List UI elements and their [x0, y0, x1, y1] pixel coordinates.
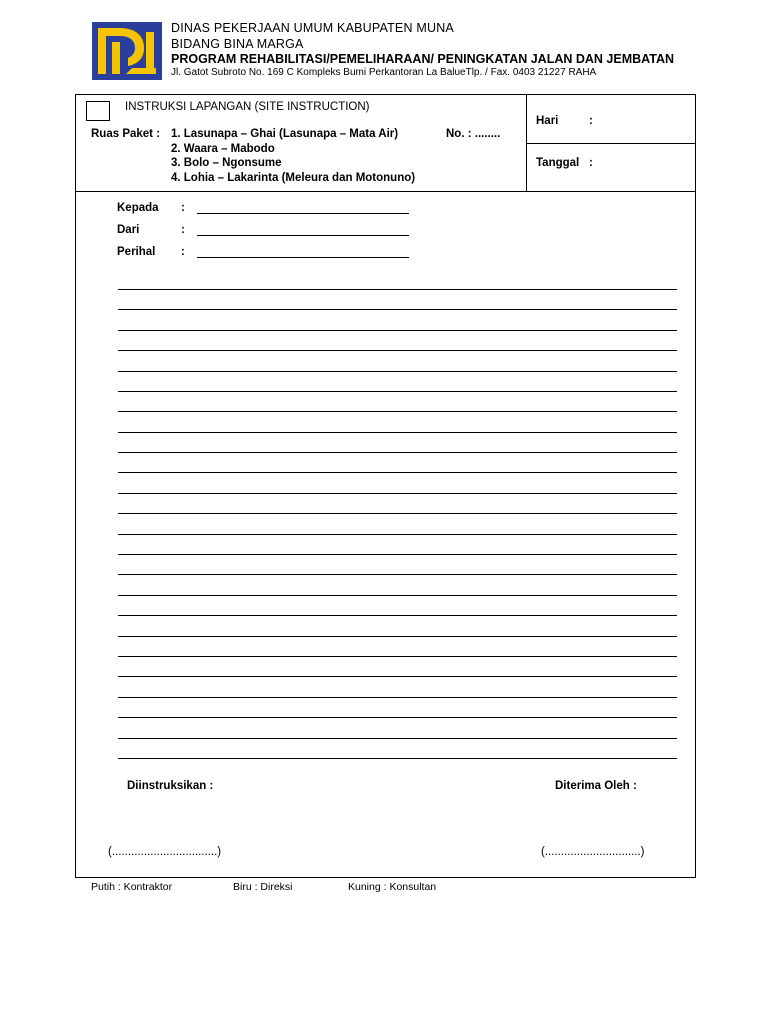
- writing-line[interactable]: [118, 472, 677, 473]
- writing-line[interactable]: [118, 391, 677, 392]
- writing-line[interactable]: [118, 330, 677, 331]
- writing-line[interactable]: [118, 452, 677, 453]
- package-item: 2. Waara – Mabodo: [171, 143, 275, 155]
- writing-line[interactable]: [118, 289, 677, 290]
- writing-line[interactable]: [118, 309, 677, 310]
- agency-logo: [92, 22, 162, 80]
- writing-line[interactable]: [118, 758, 677, 759]
- writing-line[interactable]: [118, 595, 677, 596]
- writing-line[interactable]: [118, 554, 677, 555]
- agency-address: Jl. Gatot Subroto No. 169 C Kompleks Bumi Perkantoran La BalueTlp. / Fax. 0403 21227 RAHA: [171, 67, 597, 78]
- copy-white-note: Putih : Kontraktor: [91, 881, 173, 893]
- form-frame: [75, 94, 696, 878]
- writing-line[interactable]: [118, 738, 677, 739]
- form-title: INSTRUKSI LAPANGAN (SITE INSTRUCTION): [125, 101, 370, 113]
- hari-colon: :: [589, 115, 593, 127]
- writing-line[interactable]: [118, 615, 677, 616]
- header-divider: [75, 191, 696, 192]
- received-by-signature[interactable]: (..............................): [541, 846, 645, 858]
- division-name: BIDANG BINA MARGA: [171, 37, 304, 51]
- hari-label: Hari: [536, 115, 559, 127]
- writing-line[interactable]: [118, 493, 677, 494]
- dari-colon: :: [181, 224, 185, 236]
- kepada-field[interactable]: [197, 213, 409, 214]
- writing-line[interactable]: [118, 513, 677, 514]
- received-by-label: Diterima Oleh :: [555, 780, 637, 792]
- writing-line[interactable]: [118, 411, 677, 412]
- program-name: PROGRAM REHABILITASI/PEMELIHARAAN/ PENINGKATAN JALAN DAN JEMBATAN: [171, 52, 675, 66]
- perihal-field[interactable]: [197, 257, 409, 258]
- writing-line[interactable]: [118, 636, 677, 637]
- perihal-label: Perihal: [117, 246, 156, 258]
- instructed-by-signature[interactable]: (.................................): [108, 846, 222, 858]
- package-item: 1. Lasunapa – Ghai (Lasunapa – Mata Air): [171, 128, 399, 140]
- ruas-paket-label: Ruas Paket :: [91, 128, 161, 140]
- side-row-divider: [526, 143, 696, 144]
- writing-line[interactable]: [118, 350, 677, 351]
- package-item: 4. Lohia – Lakarinta (Meleura dan Motonuno): [171, 172, 416, 184]
- dari-field[interactable]: [197, 235, 409, 236]
- writing-line[interactable]: [118, 534, 677, 535]
- kepada-colon: :: [181, 202, 185, 214]
- number-field[interactable]: No. : ........: [446, 128, 501, 140]
- instructed-by-label: Diinstruksikan :: [127, 780, 214, 792]
- copy-yellow-note: Kuning : Konsultan: [348, 881, 437, 893]
- writing-line[interactable]: [118, 676, 677, 677]
- checkbox[interactable]: [86, 101, 110, 121]
- writing-line[interactable]: [118, 574, 677, 575]
- perihal-colon: :: [181, 246, 185, 258]
- tanggal-label: Tanggal: [536, 157, 580, 169]
- dari-label: Dari: [117, 224, 140, 236]
- writing-line[interactable]: [118, 697, 677, 698]
- tanggal-colon: :: [589, 157, 593, 169]
- kepada-label: Kepada: [117, 202, 159, 214]
- agency-name: DINAS PEKERJAAN UMUM KABUPATEN MUNA: [171, 21, 454, 35]
- writing-line[interactable]: [118, 717, 677, 718]
- package-item: 3. Bolo – Ngonsume: [171, 157, 282, 169]
- writing-line[interactable]: [118, 656, 677, 657]
- copy-blue-note: Biru : Direksi: [233, 881, 293, 893]
- writing-line[interactable]: [118, 371, 677, 372]
- writing-line[interactable]: [118, 432, 677, 433]
